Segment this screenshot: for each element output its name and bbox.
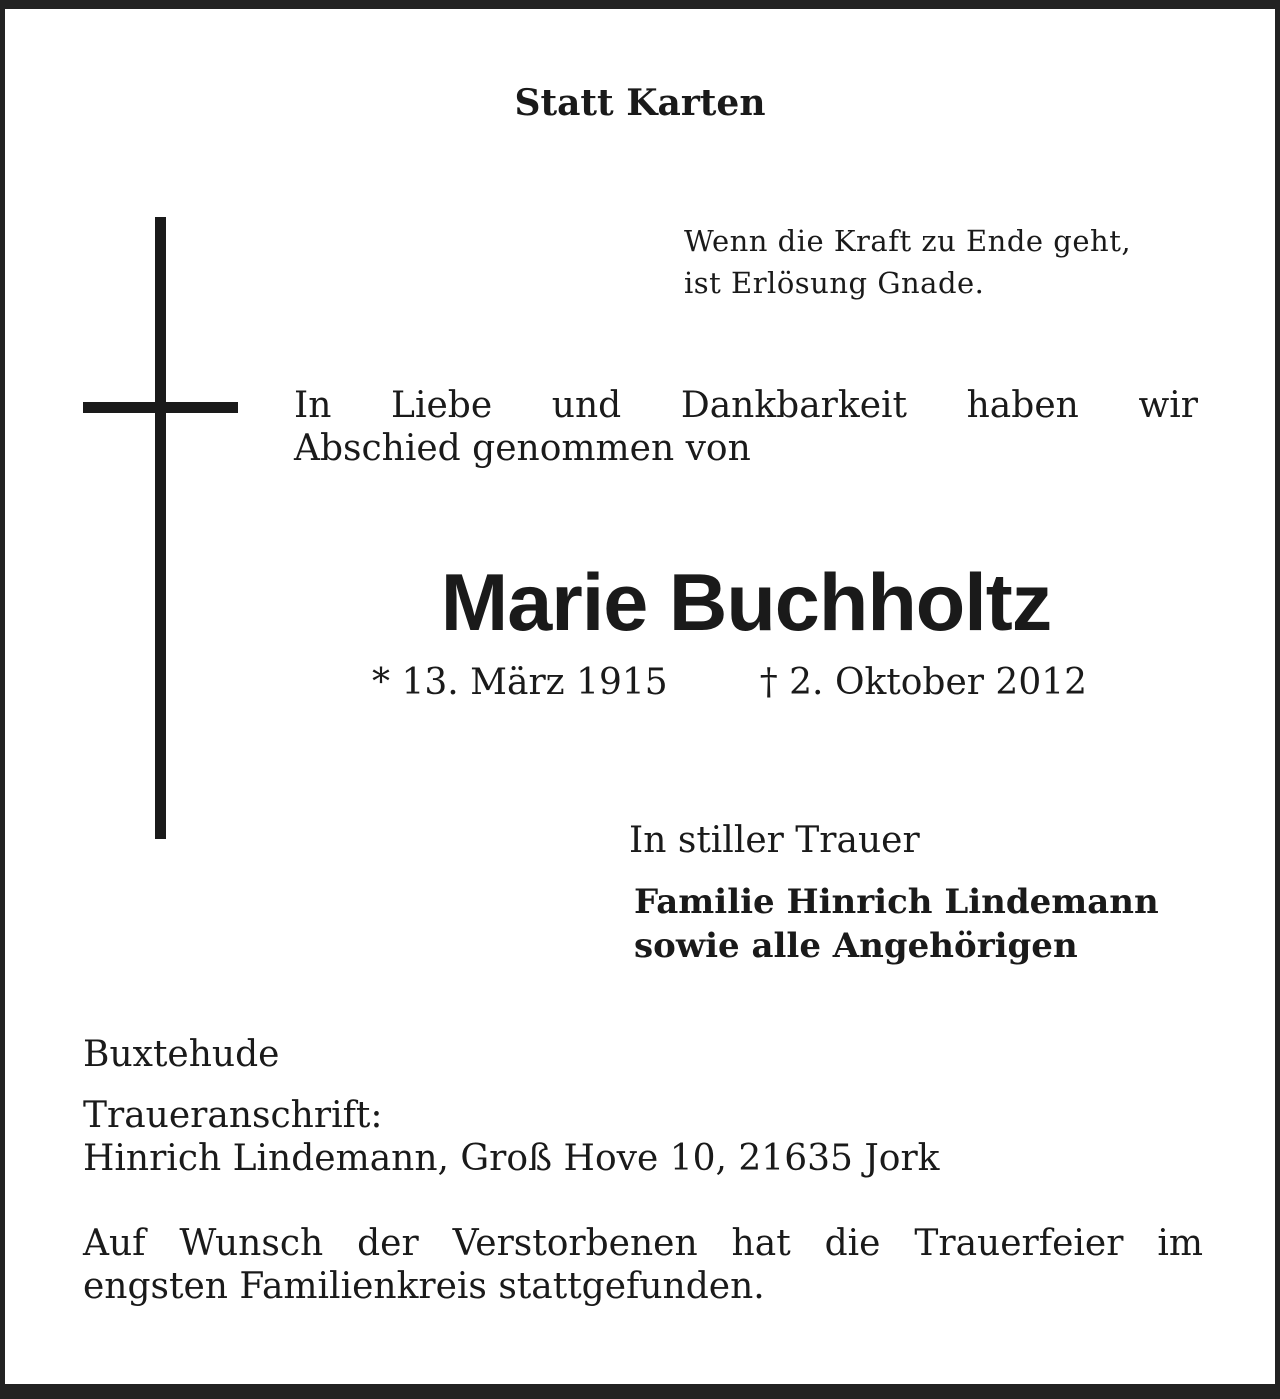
intro-line-1: In Liebe und Dankbarkeit haben wir — [294, 385, 1198, 426]
mourners-line-1: Familie Hinrich Lindemann — [634, 882, 1159, 922]
funeral-note — [83, 1222, 1203, 1308]
motto-line-2: ist Erlösung Gnade. — [684, 266, 985, 300]
mourning-phrase: In stiller Trauer — [629, 820, 920, 861]
life-dates — [372, 660, 1087, 706]
motto-line-1: Wenn die Kraft zu Ende geht, — [684, 224, 1132, 258]
mourners-signature — [634, 880, 1159, 968]
address-line: Hinrich Lindemann, Groß Hove 10, 21635 Jork — [83, 1138, 940, 1179]
header-title: Statt Karten — [514, 82, 766, 124]
intro-text — [294, 384, 1198, 470]
motto-verse — [684, 220, 1224, 304]
cross-icon — [155, 217, 166, 839]
birth-date: * 13. März 1915 — [372, 662, 668, 703]
cross-icon-beam — [83, 402, 238, 413]
death-date: † 2. Oktober 2012 — [759, 662, 1088, 703]
deceased-name: Marie Buchholtz — [440, 558, 1052, 648]
note-line-2: engsten Familienkreis stattgefunden. — [83, 1266, 765, 1307]
address-label: Traueranschrift: — [83, 1095, 383, 1136]
mourning-address — [83, 1094, 940, 1180]
place-name: Buxtehude — [83, 1034, 280, 1075]
intro-line-2: Abschied genommen von — [294, 428, 751, 469]
note-line-1: Auf Wunsch der Verstorbenen hat die Trauerfeier im — [83, 1223, 1203, 1264]
mourners-line-2: sowie alle Angehörigen — [634, 926, 1078, 966]
